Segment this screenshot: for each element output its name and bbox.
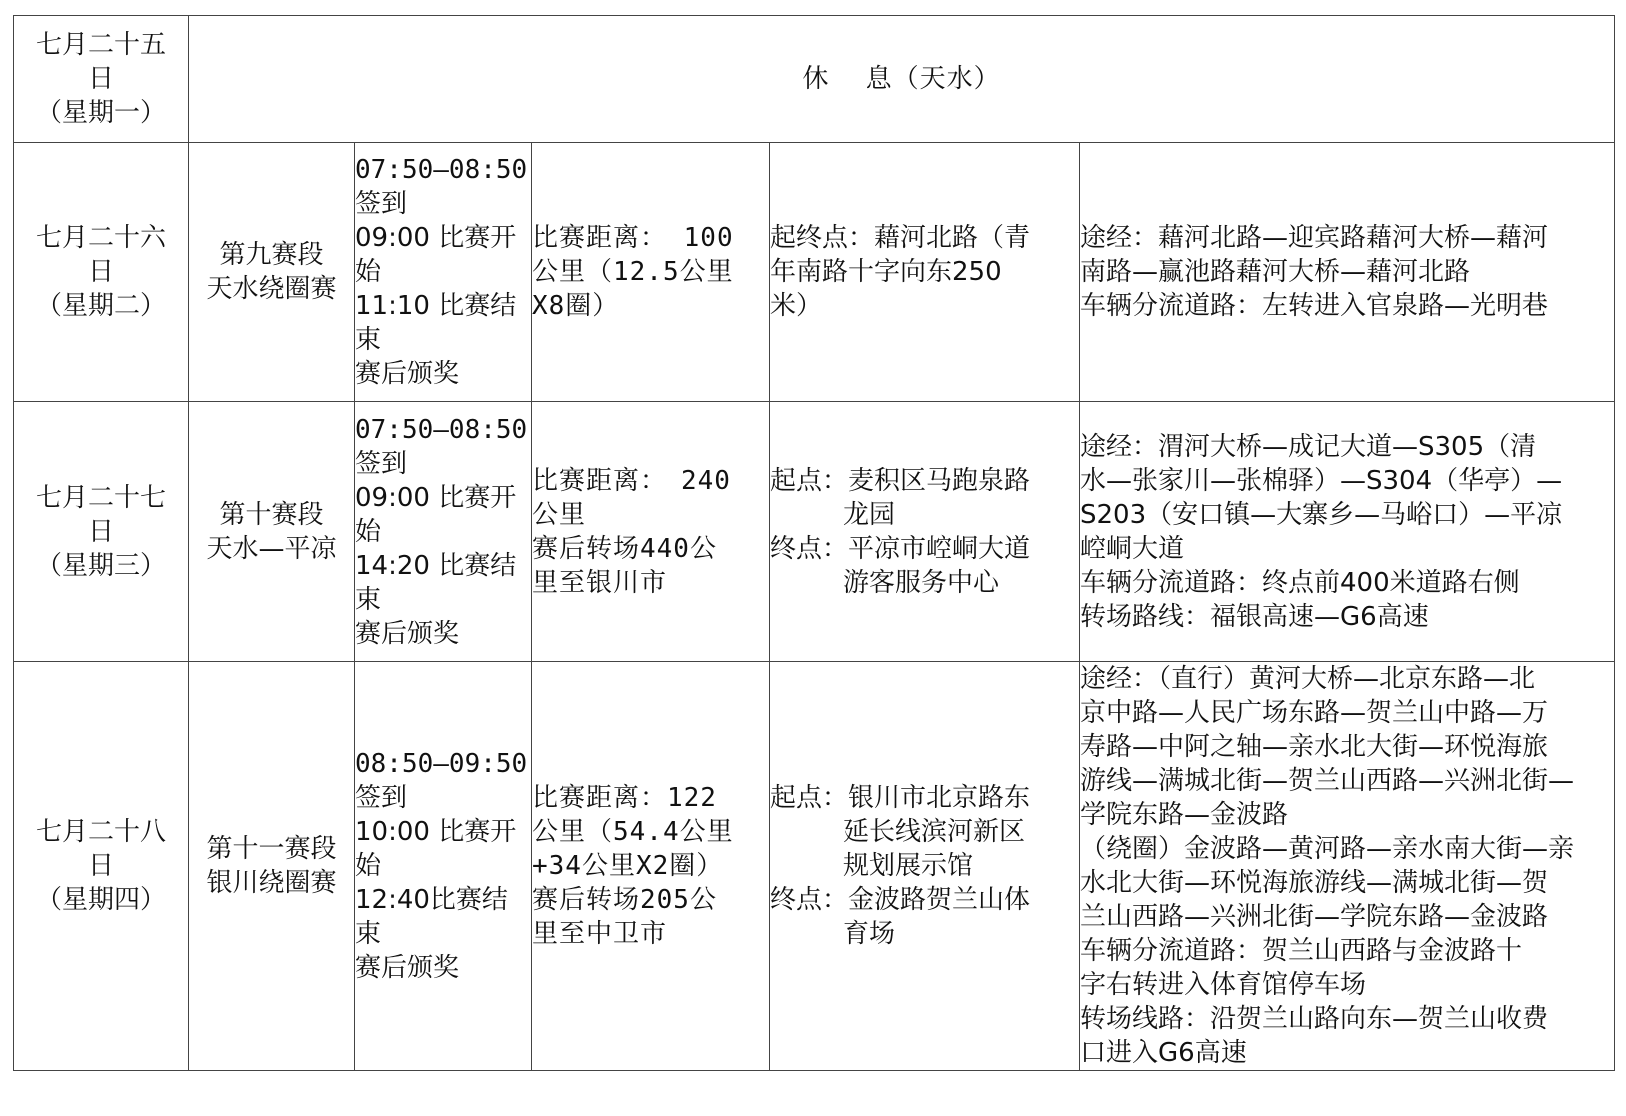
time-line: 07:50—08:50 (355, 414, 528, 445)
table-row-stage-10 (14, 402, 1615, 662)
stage-cell (189, 662, 355, 1071)
date-line: （星期三） (35, 550, 166, 581)
time-line: 始 (355, 257, 382, 287)
time-line: 07:50—08:50 (355, 155, 528, 185)
route-line: 途经：（直行）黄河大桥—北京东路—北 (1080, 664, 1536, 694)
route-line: 转场路线：福银高速—G6高速 (1080, 601, 1429, 632)
stage-cell (189, 143, 355, 402)
route-line: 京中路—人民广场东路—贺兰山中路—万 (1080, 698, 1549, 728)
route-line: 途经：渭河大桥—成记大道—S305（清 (1080, 431, 1537, 462)
time-line: 签到 (355, 783, 408, 813)
distance-line: 比赛距离：122 (532, 783, 717, 813)
date-line: （星期二） (35, 291, 166, 321)
time-line: 束 (355, 325, 382, 355)
distance-line: 里至银川市 (532, 567, 668, 598)
distance-cell (532, 143, 770, 402)
route-line: 寿路—中阿之轴—亲水北大街—环悦海旅 (1080, 732, 1549, 762)
time-line: 赛后颁奖 (355, 953, 460, 983)
table-row-stage-9 (14, 143, 1615, 402)
time-line: 11:10 比赛结 (355, 291, 517, 321)
route-line: 水北大街—环悦海旅游线—满城北街—贺 (1080, 868, 1549, 898)
route-line: 途经：藉河北路—迎宾路藉河大桥—藉河 (1080, 223, 1549, 253)
distance-line: 赛后转场440公 (532, 533, 717, 564)
date-line: （星期四） (35, 885, 166, 915)
start-finish-line: 年南路十字向东250 (770, 257, 1002, 287)
stage-line: 第九赛段 (219, 240, 324, 270)
route-line: 转场线路：沿贺兰山路向东—贺兰山收费 (1080, 1004, 1549, 1034)
finish-line: 游客服务中心 (843, 567, 1000, 598)
time-line: 14:20 比赛结 (355, 550, 517, 581)
start-finish-cell (770, 143, 1080, 402)
start-line: 起点：银川市北京路东 (770, 783, 1031, 813)
date-line: 日 (87, 851, 114, 881)
route-line: 学院东路—金波路 (1080, 800, 1289, 830)
time-line: 签到 (355, 448, 408, 479)
date-line: 七月二十八 (35, 817, 166, 847)
finish-line: 终点：平凉市崆峒大道 (770, 533, 1031, 564)
time-cell (355, 143, 532, 402)
distance-line: 公里（54.4公里 (532, 817, 734, 847)
route-line: 游线—满城北街—贺兰山西路—兴洲北街— (1080, 766, 1575, 796)
time-line: 10:00 比赛开 (355, 817, 517, 847)
date-line: 日 (87, 516, 114, 547)
time-line: 始 (355, 851, 382, 881)
rest-day-cell (189, 16, 1615, 143)
start-finish-line: 起终点：藉河北路（青 (770, 223, 1031, 253)
time-line: 08:50—09:50 (355, 749, 528, 779)
time-line: 束 (355, 584, 382, 615)
date-line: （星期一） (35, 98, 166, 128)
time-line: 赛后颁奖 (355, 359, 460, 389)
stage-line: 天水—平凉 (206, 533, 337, 564)
route-cell (1080, 143, 1615, 402)
route-line: 车辆分流道路：贺兰山西路与金波路十 (1080, 936, 1523, 966)
route-cell (1080, 402, 1615, 662)
date-line: 七月二十七 (35, 482, 166, 513)
start-line: 起点：麦积区马跑泉路 (770, 465, 1031, 496)
route-line: 口进入G6高速 (1080, 1038, 1247, 1068)
start-line: 龙园 (843, 499, 896, 530)
route-line: 车辆分流道路：终点前400米道路右侧 (1080, 567, 1520, 598)
time-cell (355, 402, 532, 662)
schedule-table (13, 15, 1615, 1071)
date-cell (14, 143, 189, 402)
distance-line: +34公里X2圈） (532, 851, 724, 881)
start-line: 规划展示馆 (843, 851, 974, 881)
table-row-rest-day (14, 16, 1615, 143)
time-line: 09:00 比赛开 (355, 223, 517, 253)
distance-line: 赛后转场205公 (532, 885, 717, 915)
route-line: 车辆分流道路：左转进入官泉路—光明巷 (1080, 291, 1549, 321)
start-line: 延长线滨河新区 (843, 817, 1026, 847)
route-line: 南路—赢池路藉河大桥—藉河北路 (1080, 257, 1471, 287)
date-line: 七月二十五 (35, 30, 166, 60)
distance-line: X8圈） (532, 291, 620, 321)
distance-cell (532, 662, 770, 1071)
distance-line: 里至中卫市 (532, 919, 668, 949)
date-line: 七月二十六 (35, 223, 166, 253)
route-line: 崆峒大道 (1080, 533, 1185, 564)
stage-cell (189, 402, 355, 662)
table-row-stage-11 (14, 662, 1615, 1071)
time-line: 始 (355, 516, 382, 547)
stage-line: 天水绕圈赛 (206, 274, 337, 304)
distance-line: 比赛距离： 100 (532, 223, 734, 253)
route-line: 兰山西路—兴洲北街—学院东路—金波路 (1080, 902, 1549, 932)
time-line: 签到 (355, 189, 408, 219)
time-line: 12:40比赛结束 (355, 885, 508, 949)
distance-line: 公里（12.5公里 (532, 257, 734, 287)
stage-line: 第十一赛段 (206, 834, 337, 864)
distance-line: 公里 (532, 499, 587, 530)
route-line: 水—张家川—张棉驿）—S304（华亭）— (1080, 465, 1563, 496)
start-finish-line: 米） (770, 291, 823, 321)
date-cell (14, 16, 189, 143)
distance-cell (532, 402, 770, 662)
date-cell (14, 662, 189, 1071)
route-cell (1080, 662, 1615, 1071)
route-line: （绕圈）金波路—黄河路—亲水南大街—亲 (1080, 834, 1575, 864)
route-line: 字右转进入体育馆停车场 (1080, 970, 1367, 1000)
time-line: 09:00 比赛开 (355, 482, 517, 513)
stage-line: 第十赛段 (219, 499, 324, 530)
start-finish-cell (770, 402, 1080, 662)
date-line: 日 (87, 257, 114, 287)
rest-day-text: 休 息（天水） (802, 64, 1001, 94)
stage-line: 银川绕圈赛 (206, 868, 337, 898)
date-line: 日 (87, 64, 114, 94)
time-line: 赛后颁奖 (355, 618, 460, 649)
time-cell (355, 662, 532, 1071)
finish-line: 终点：金波路贺兰山体 (770, 885, 1031, 915)
finish-line: 育场 (843, 919, 896, 949)
route-line: S203（安口镇—大寨乡—马峪口）—平凉 (1080, 499, 1563, 530)
distance-line: 比赛距离： 240 (532, 465, 731, 496)
date-cell (14, 402, 189, 662)
start-finish-cell (770, 662, 1080, 1071)
